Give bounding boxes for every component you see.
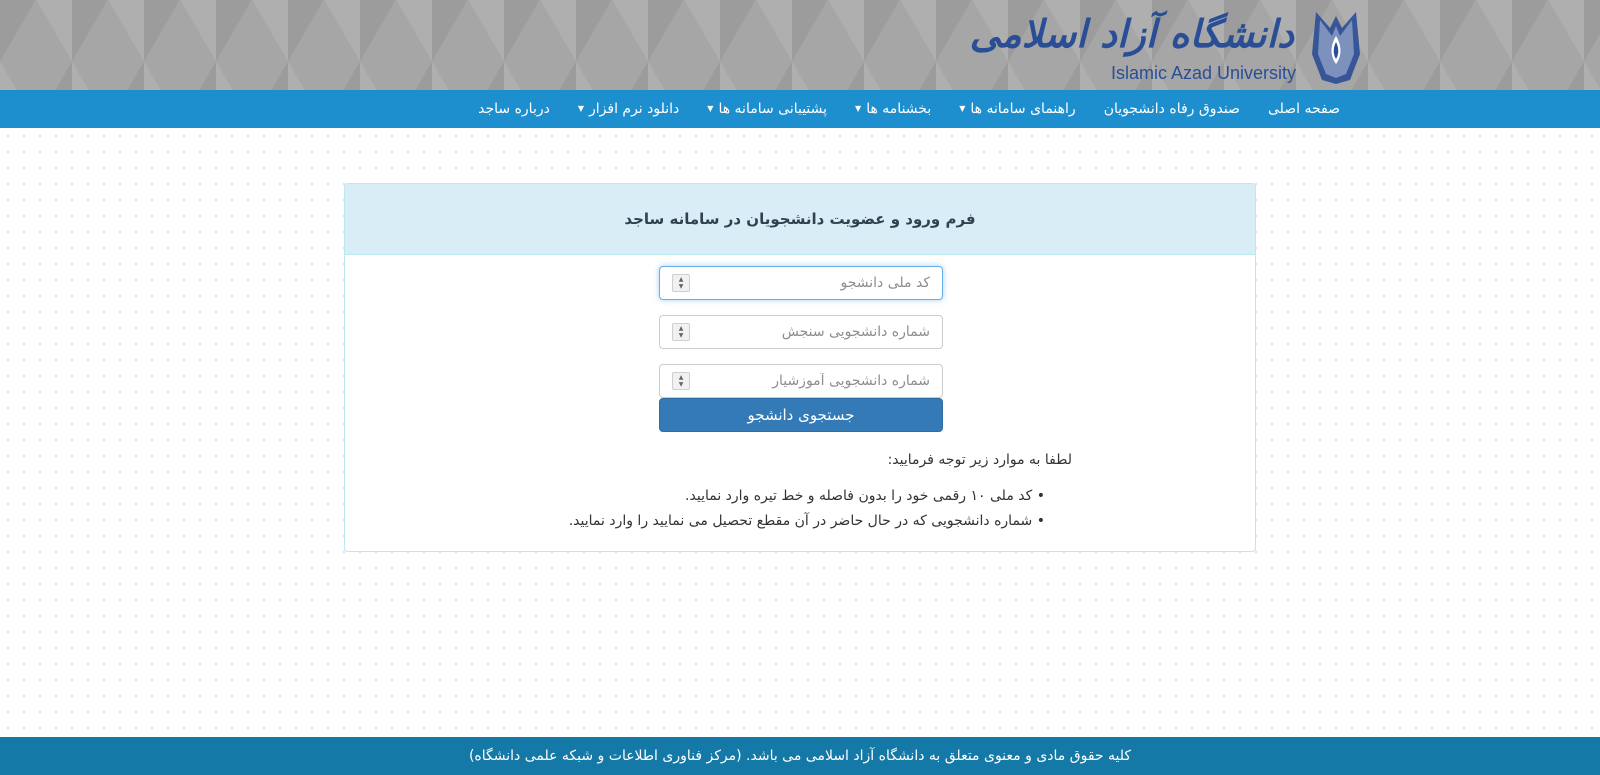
nav-item-systems-support[interactable] bbox=[707, 101, 827, 117]
list-item: • شماره دانشجویی که در حال حاضر در آن مقطع تحصیل می نمایید را وارد نمایید. bbox=[569, 509, 1045, 534]
footer-copyright: کلیه حقوق مادی و معنوی متعلق به دانشگاه آزاد اسلامی می باشد. (مرکز فناوری اطلاعات و شبکه علمی دانشگاه) bbox=[468, 748, 1132, 764]
caret-down-icon: ▼ bbox=[959, 104, 966, 113]
logo-english-wordmark: Islamic Azad University bbox=[1110, 63, 1296, 83]
national-code-input[interactable] bbox=[660, 267, 942, 299]
nav-item-home[interactable] bbox=[1268, 101, 1340, 117]
nav-item-label: دانلود نرم افزار bbox=[589, 101, 680, 117]
main-navbar bbox=[0, 90, 1600, 128]
nav-item-welfare-fund[interactable] bbox=[1104, 101, 1240, 117]
list-item: • کد ملی ۱۰ رقمی خود را بدون فاصله و خط تیره وارد نمایید. bbox=[569, 484, 1045, 509]
nav-item-software-download[interactable] bbox=[578, 101, 679, 117]
nav-item-circulars[interactable] bbox=[855, 101, 931, 117]
number-spinner-icon[interactable]: ▲ ▼ bbox=[672, 323, 690, 341]
login-form-panel bbox=[344, 183, 1256, 552]
number-spinner-icon[interactable]: ▲ ▼ bbox=[672, 274, 690, 292]
logo-persian-wordmark: دانشگاه آزاد اسلامی bbox=[969, 11, 1294, 56]
nav-item-systems-guide[interactable] bbox=[959, 101, 1075, 117]
amoozeshyar-student-number-input[interactable] bbox=[660, 365, 942, 397]
nav-item-label: راهنمای سامانه ها bbox=[970, 101, 1076, 117]
sanjesh-number-field bbox=[659, 315, 943, 349]
caret-down-icon: ▼ bbox=[707, 104, 714, 113]
sanjesh-student-number-input[interactable] bbox=[660, 316, 942, 348]
nav-item-label: صفحه اصلی bbox=[1267, 101, 1340, 117]
nav-menu bbox=[478, 90, 1340, 128]
notes-title: لطفا به موارد زیر توجه فرمایید: bbox=[887, 452, 1072, 468]
university-emblem-icon bbox=[1310, 6, 1362, 86]
nav-item-label: پشتیبانی سامانه ها bbox=[718, 101, 828, 117]
nav-item-label: صندوق رفاه دانشجویان bbox=[1103, 101, 1240, 117]
amoozeshyar-number-field bbox=[659, 364, 943, 398]
search-student-button[interactable]: جستجوی دانشجو bbox=[659, 398, 943, 432]
nav-item-about-sajed[interactable] bbox=[478, 101, 550, 117]
notes-list bbox=[569, 484, 1045, 534]
form-title: فرم ورود و عضویت دانشجویان در سامانه ساجد bbox=[624, 210, 976, 228]
number-spinner-icon[interactable]: ▲ ▼ bbox=[672, 372, 690, 390]
panel-heading bbox=[345, 184, 1255, 255]
university-logo[interactable] bbox=[969, 6, 1362, 86]
footer bbox=[0, 737, 1600, 775]
nav-item-label: بخشنامه ها bbox=[866, 101, 932, 117]
nav-item-label: درباره ساجد bbox=[478, 101, 550, 117]
national-code-field bbox=[659, 266, 943, 300]
caret-down-icon: ▼ bbox=[855, 104, 862, 113]
caret-down-icon: ▼ bbox=[577, 104, 584, 113]
